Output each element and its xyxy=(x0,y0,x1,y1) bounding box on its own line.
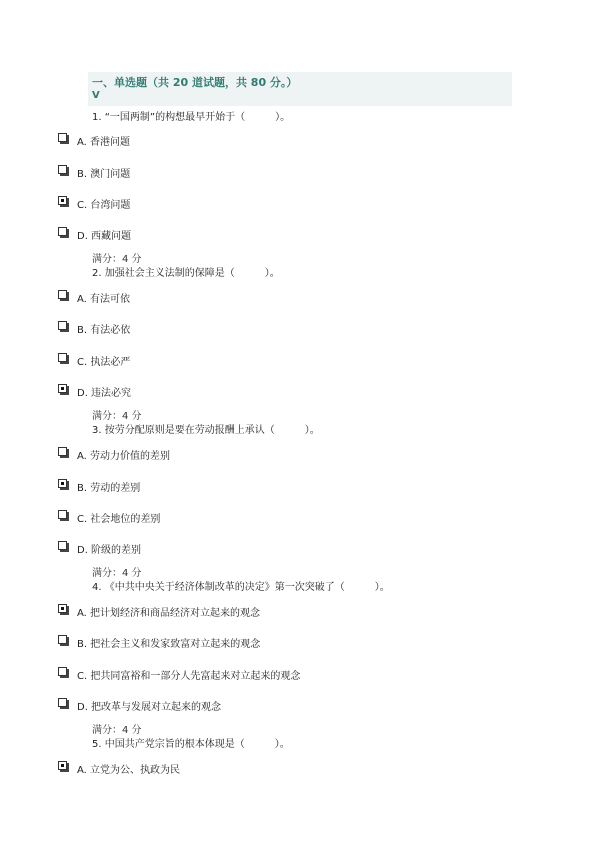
radio-selected-icon[interactable] xyxy=(58,479,67,488)
option-q2-a[interactable] xyxy=(58,290,130,304)
radio-icon[interactable] xyxy=(58,133,67,142)
option-q4-b[interactable] xyxy=(58,635,260,649)
option-q4-c[interactable] xyxy=(58,667,300,681)
option-label: D. 把改革与发展对立起来的观念 xyxy=(77,701,222,713)
option-q3-b[interactable] xyxy=(58,479,140,493)
option-label: D. 违法必究 xyxy=(77,387,132,399)
question-text: 1. “一国两制”的构想最早开始于（ ）。 xyxy=(92,112,291,123)
radio-selected-icon[interactable] xyxy=(58,196,67,205)
question-text: 5. 中国共产党宗旨的根本体现是（ ）。 xyxy=(92,739,290,750)
question-text: 2. 加强社会主义法制的保障是（ ）。 xyxy=(92,268,280,279)
option-label: C. 把共同富裕和一部分人先富起来对立起来的观念 xyxy=(77,670,301,682)
option-q1-d[interactable] xyxy=(58,227,131,241)
question-score: 满分：4 分 xyxy=(92,568,142,579)
option-q2-c[interactable] xyxy=(58,353,130,367)
question-score: 满分：4 分 xyxy=(92,725,142,736)
option-q5-a[interactable] xyxy=(58,761,180,775)
radio-icon[interactable] xyxy=(58,510,67,519)
option-q2-b[interactable] xyxy=(58,321,130,335)
radio-icon[interactable] xyxy=(58,698,67,707)
question-score: 满分：4 分 xyxy=(92,254,142,265)
option-q3-c[interactable] xyxy=(58,510,160,524)
option-q1-a[interactable] xyxy=(58,133,130,147)
radio-icon[interactable] xyxy=(58,165,67,174)
option-label: B. 劳动的差别 xyxy=(77,482,141,494)
option-q1-c[interactable] xyxy=(58,196,130,210)
option-label: D. 阶级的差别 xyxy=(77,544,142,556)
option-label: A. 把计划经济和商品经济对立起来的观念 xyxy=(77,607,261,619)
question-text: 4. 《中共中央关于经济体制改革的决定》第一次突破了（ ）。 xyxy=(92,582,390,593)
option-label: C. 社会地位的差别 xyxy=(77,513,161,525)
option-label: A. 劳动力价值的差别 xyxy=(77,450,171,462)
option-label: C. 台湾问题 xyxy=(77,199,131,211)
option-label: C. 执法必严 xyxy=(77,356,131,368)
section-header xyxy=(88,72,512,106)
radio-icon[interactable] xyxy=(58,353,67,362)
option-label: D. 西藏问题 xyxy=(77,230,132,242)
radio-icon[interactable] xyxy=(58,227,67,236)
radio-icon[interactable] xyxy=(58,447,67,456)
section-title: 一、单选题（共 20 道试题，共 80 分。） xyxy=(92,76,298,89)
option-q4-d[interactable] xyxy=(58,698,221,712)
option-q2-d[interactable] xyxy=(58,384,131,398)
radio-icon[interactable] xyxy=(58,667,67,676)
radio-icon[interactable] xyxy=(58,321,67,330)
radio-selected-icon[interactable] xyxy=(58,604,67,613)
radio-selected-icon[interactable] xyxy=(58,384,67,393)
radio-icon[interactable] xyxy=(58,290,67,299)
option-q3-a[interactable] xyxy=(58,447,170,461)
option-q3-d[interactable] xyxy=(58,541,141,555)
radio-icon[interactable] xyxy=(58,635,67,644)
section-mark: V xyxy=(92,90,100,101)
question-text: 3. 按劳分配原则是要在劳动报酬上承认（ ）。 xyxy=(92,425,320,436)
option-label: A. 香港问题 xyxy=(77,136,131,148)
radio-selected-icon[interactable] xyxy=(58,761,67,770)
question-score: 满分：4 分 xyxy=(92,411,142,422)
option-label: A. 有法可依 xyxy=(77,293,131,305)
option-label: B. 把社会主义和发家致富对立起来的观念 xyxy=(77,638,261,650)
option-label: B. 有法必依 xyxy=(77,324,131,336)
option-label: A. 立党为公、执政为民 xyxy=(77,764,181,776)
radio-icon[interactable] xyxy=(58,541,67,550)
option-q4-a[interactable] xyxy=(58,604,260,618)
option-q1-b[interactable] xyxy=(58,165,130,179)
option-label: B. 澳门问题 xyxy=(77,168,131,180)
